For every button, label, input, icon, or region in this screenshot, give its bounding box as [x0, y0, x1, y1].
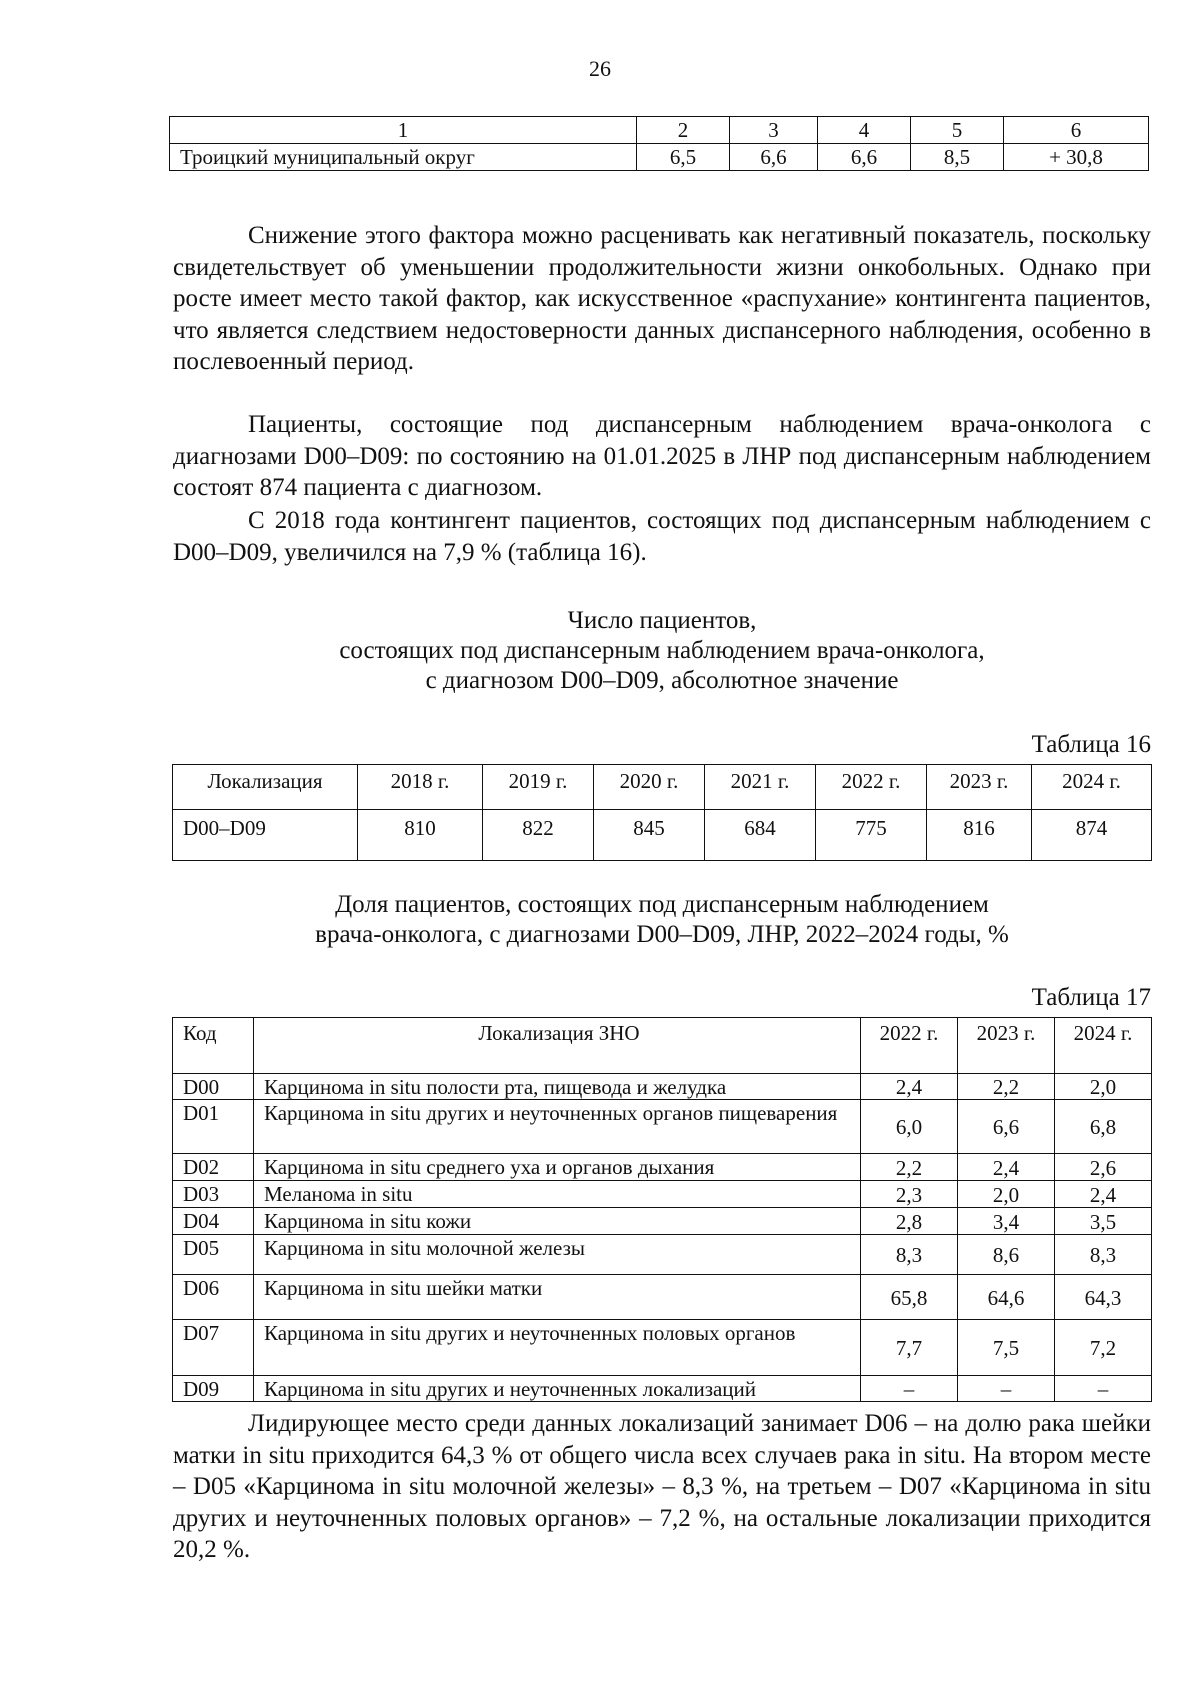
- table-cell: Карцинома in situ других и неуточненных половых органов: [254, 1320, 861, 1376]
- table-cell: D07: [173, 1320, 254, 1376]
- paragraph: [173, 1408, 1151, 1566]
- table-cell: 65,8: [861, 1275, 958, 1320]
- heading-line: состоящих под диспансерным наблюдением врача-онколога,: [339, 637, 985, 664]
- table-cell: 8,5: [911, 144, 1004, 171]
- table-row: [173, 1074, 1152, 1100]
- heading-line: врача-онколога, с диагнозами D00–D09, ЛНР, 2022–2024 годы, %: [315, 921, 1009, 948]
- table-cell: 8,3: [1055, 1235, 1152, 1275]
- table-cell: D01: [173, 1100, 254, 1154]
- table-header-row: [173, 765, 1152, 810]
- table-header-row: [173, 1018, 1152, 1074]
- heading-line: Доля пациентов, состоящих под диспансерным наблюдением: [335, 891, 989, 918]
- table-header-row: [170, 117, 1149, 144]
- table-row: [173, 810, 1152, 861]
- table-cell: 8,3: [861, 1235, 958, 1275]
- table-cell: Карцинома in situ других и неуточненных локализаций: [254, 1376, 861, 1402]
- table-cell: 2,6: [1055, 1154, 1152, 1181]
- table-cell: 6: [1004, 117, 1149, 144]
- table17-heading: [173, 890, 1151, 950]
- paragraph-text: Лидирующее место среди данных локализаций занимает D06 – на долю рака шейки матки in situ приходится 64,3 % от общего числа всех случаев рака in situ. На втором месте – D05 «Карцинома in situ молочной железы» – 8,3 %, на третьем – D07 «Карцинома in situ других и неуточненных половых органов» – 7,2 %, на остальные локализации приходится 20,2 %.: [173, 1410, 1151, 1563]
- table-cell: Карцинома in situ других и неуточненных органов пищеварения: [254, 1100, 861, 1154]
- table-cell: 2023 г.: [958, 1018, 1055, 1074]
- table-cell: 3: [730, 117, 818, 144]
- table-cell: –: [861, 1376, 958, 1402]
- table-cell: Локализация: [173, 765, 358, 810]
- table-cell: Код: [173, 1018, 254, 1074]
- table-cell: 6,6: [730, 144, 818, 171]
- table-cell: 1: [170, 117, 637, 144]
- table-row: [173, 1181, 1152, 1208]
- table-row: [173, 1154, 1152, 1181]
- table-cell: Карцинома in situ полости рта, пищевода и желудка: [254, 1074, 861, 1100]
- table-cell: 2022 г.: [816, 765, 927, 810]
- table-row: [173, 1275, 1152, 1320]
- table-cell: 822: [483, 810, 594, 861]
- table-cell: 684: [705, 810, 816, 861]
- table-cell: 2,4: [861, 1074, 958, 1100]
- table-row: [173, 1235, 1152, 1275]
- table-cell: 7,2: [1055, 1320, 1152, 1376]
- table-cell: D03: [173, 1181, 254, 1208]
- table-cell: 64,6: [958, 1275, 1055, 1320]
- paragraph-text: С 2018 года контингент пациентов, состоящих под диспансерным наблюдением с D00–D09, увеличился на 7,9 % (таблица 16).: [173, 507, 1151, 566]
- table-row: [173, 1320, 1152, 1376]
- table17-caption: Таблица 17: [1031, 984, 1151, 1011]
- table-cell: 775: [816, 810, 927, 861]
- table-row: [173, 1208, 1152, 1235]
- table-cell: 8,6: [958, 1235, 1055, 1275]
- table-cell: + 30,8: [1004, 144, 1149, 171]
- table-cell: 6,0: [861, 1100, 958, 1154]
- table-cell: 2023 г.: [927, 765, 1032, 810]
- table-cell: D00–D09: [173, 810, 358, 861]
- table-cell: 2: [637, 117, 730, 144]
- table-cell: Карцинома in situ шейки матки: [254, 1275, 861, 1320]
- heading-line: с диагнозом D00–D09, абсолютное значение: [425, 667, 899, 694]
- table-cell: 2019 г.: [483, 765, 594, 810]
- continuation-table: [169, 116, 1149, 171]
- table-cell: Карцинома in situ молочной железы: [254, 1235, 861, 1275]
- table16: [172, 764, 1152, 861]
- table-cell: 5: [911, 117, 1004, 144]
- table-cell: 2,2: [958, 1074, 1055, 1100]
- table-cell: 2,4: [958, 1154, 1055, 1181]
- table-cell: Локализация ЗНО: [254, 1018, 861, 1074]
- table-cell: Меланома in situ: [254, 1181, 861, 1208]
- table-cell: 2,2: [861, 1154, 958, 1181]
- table-cell: D00: [173, 1074, 254, 1100]
- table16-caption: Таблица 16: [1031, 731, 1151, 758]
- table-cell: Карцинома in situ среднего уха и органов дыхания: [254, 1154, 861, 1181]
- table-cell: 4: [818, 117, 911, 144]
- table-cell: 2021 г.: [705, 765, 816, 810]
- table17: [172, 1017, 1152, 1402]
- table-cell: 2018 г.: [358, 765, 483, 810]
- table-cell: Карцинома in situ кожи: [254, 1208, 861, 1235]
- table-cell: D05: [173, 1235, 254, 1275]
- table-cell: Троицкий муниципальный округ: [170, 144, 637, 171]
- table-cell: 2024 г.: [1055, 1018, 1152, 1074]
- table-cell: D09: [173, 1376, 254, 1402]
- page-number: 26: [589, 56, 611, 81]
- table-cell: 2,3: [861, 1181, 958, 1208]
- table-cell: 7,5: [958, 1320, 1055, 1376]
- table-cell: D02: [173, 1154, 254, 1181]
- table-cell: 2024 г.: [1032, 765, 1152, 810]
- table-cell: 64,3: [1055, 1275, 1152, 1320]
- table-row: [170, 144, 1149, 171]
- table-cell: 2,0: [958, 1181, 1055, 1208]
- table-cell: D06: [173, 1275, 254, 1320]
- paragraph: [173, 220, 1151, 378]
- paragraph: [173, 409, 1151, 504]
- table-cell: 3,4: [958, 1208, 1055, 1235]
- paragraph-text: Пациенты, состоящие под диспансерным наблюдением врача-онколога с диагнозами D00–D09: по состоянию на 01.01.2025 в ЛНР под диспансерным наблюдением состоят 874 пациента с диагнозом.: [173, 411, 1151, 501]
- table-cell: 2020 г.: [594, 765, 705, 810]
- table16-heading: [173, 606, 1151, 696]
- table-cell: 810: [358, 810, 483, 861]
- table-cell: 2022 г.: [861, 1018, 958, 1074]
- table-cell: 7,7: [861, 1320, 958, 1376]
- table-cell: –: [1055, 1376, 1152, 1402]
- table-cell: 6,6: [818, 144, 911, 171]
- table-cell: 6,8: [1055, 1100, 1152, 1154]
- table-cell: 816: [927, 810, 1032, 861]
- paragraph: [173, 505, 1151, 568]
- table-cell: 2,0: [1055, 1074, 1152, 1100]
- table-cell: D04: [173, 1208, 254, 1235]
- table-cell: 874: [1032, 810, 1152, 861]
- table-cell: 6,6: [958, 1100, 1055, 1154]
- table-row: [173, 1100, 1152, 1154]
- table-row: [173, 1376, 1152, 1402]
- table-cell: 2,8: [861, 1208, 958, 1235]
- table-cell: 2,4: [1055, 1181, 1152, 1208]
- table-cell: –: [958, 1376, 1055, 1402]
- heading-line: Число пациентов,: [567, 607, 757, 634]
- table-cell: 6,5: [637, 144, 730, 171]
- table-cell: 3,5: [1055, 1208, 1152, 1235]
- table-cell: 845: [594, 810, 705, 861]
- paragraph-text: Снижение этого фактора можно расценивать как негативный показатель, поскольку свидетельствует об уменьшении продолжительности жизни онкобольных. Однако при росте имеет место такой фактор, как искусственное «распухание» контингента пациентов, что является следствием недостоверности данных диспансерного наблюдения, особенно в послевоенный период.: [173, 222, 1151, 375]
